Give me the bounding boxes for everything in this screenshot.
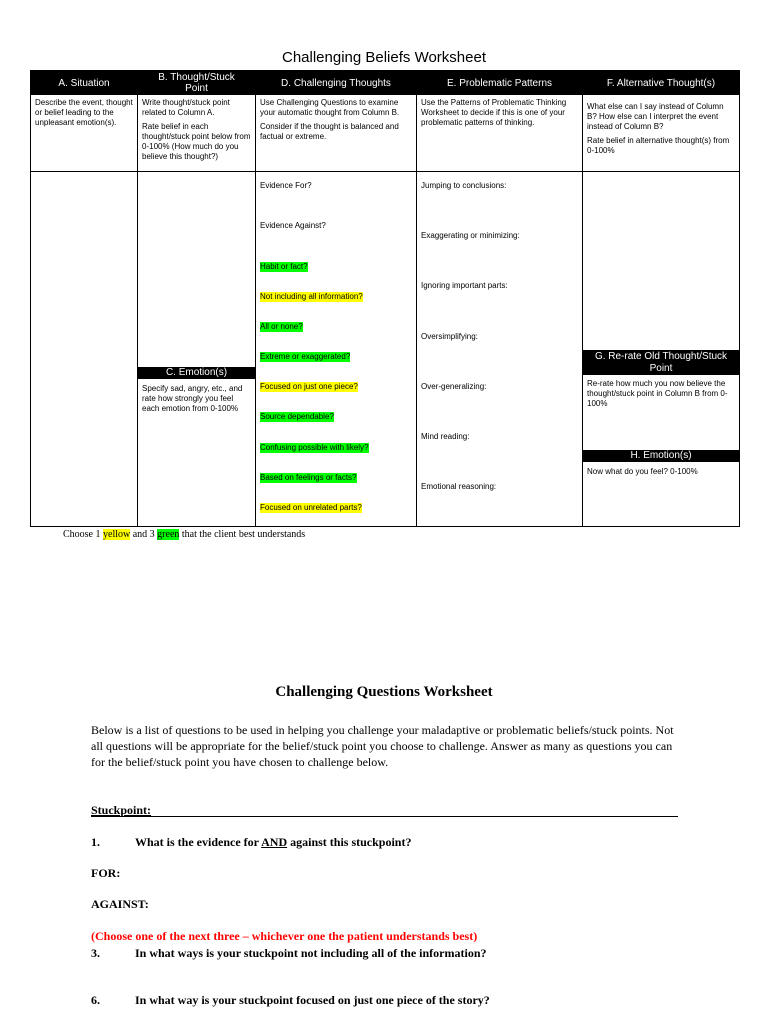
column-c-description: Specify sad, angry, etc., and rate how strongly you feel each emotion from 0-100% [142, 384, 243, 413]
question-unrelated-parts: Focused on unrelated parts? [260, 503, 362, 512]
question-1-number: 1. [91, 835, 100, 849]
pattern-oversimplifying: Oversimplifying: [421, 332, 478, 341]
question-3-text: In what ways is your stuckpoint not including all of the information? [135, 946, 487, 960]
question-source-dependable: Source dependable? [260, 412, 334, 421]
column-f-description [583, 95, 739, 172]
column-b-entry-area[interactable] [138, 172, 255, 366]
column-g-header-text: G. Re-rate Old Thought/Stuck Point [594, 351, 728, 374]
questions-worksheet-title: Challenging Questions Worksheet [275, 684, 493, 700]
question-1-text-pre: What is the evidence for [135, 835, 262, 849]
question-1-and: AND [261, 835, 288, 849]
column-f-header-text: F. Alternative Thought(s) [606, 77, 716, 89]
column-h-description: Now what do you feel? 0-100% [587, 467, 698, 476]
column-a-desc-text: Describe the event, thought or belief leading to the unpleasant emotion(s). [35, 98, 133, 127]
note-green-word: green [157, 529, 180, 540]
pattern-ignoring-parts: Ignoring important parts: [421, 281, 508, 290]
column-h-header: H. Emotion(s) [583, 450, 739, 462]
column-g-description: Re-rate how much you now believe the thought/stuck point in Column B from 0-100% [587, 379, 728, 408]
column-e-header [417, 71, 582, 95]
column-b [137, 71, 255, 526]
stuckpoint-answer-line[interactable] [91, 816, 678, 817]
column-e-header-text: E. Problematic Patterns [446, 77, 553, 89]
evidence-for-label: Evidence For? [260, 181, 312, 190]
pattern-over-generalizing: Over-generalizing: [421, 382, 487, 391]
highlight-instruction-note [63, 529, 305, 540]
column-g-header [583, 350, 739, 375]
column-b-header-text: B. Thought/Stuck Point [158, 72, 235, 94]
column-b-desc-text-2: Rate belief in each thought/stuck point below from 0-100% (How much do you believe this thought?) [142, 122, 251, 161]
column-d-desc-text-2: Consider if the thought is balanced and factual or extreme. [260, 122, 399, 141]
question-1-text-post: against this stuckpoint? [287, 835, 412, 849]
question-6-number: 6. [91, 993, 100, 1007]
question-habit-or-fact: Habit or fact? [260, 262, 308, 271]
pattern-emotional-reasoning: Emotional reasoning: [421, 482, 497, 491]
note-text-mid: and 3 [130, 529, 158, 540]
challenging-beliefs-table [30, 70, 740, 527]
note-text-pre: Choose 1 [63, 529, 103, 540]
note-text-post: that the client best understands [179, 529, 306, 540]
column-d [255, 71, 416, 526]
pattern-exaggerating-minimizing: Exaggerating or minimizing: [421, 231, 520, 240]
column-b-desc-text-1: Write thought/stuck point related to Column A. [142, 98, 230, 117]
column-c-header: C. Emotion(s) [138, 367, 255, 379]
column-e [416, 71, 582, 526]
column-f-desc-text-2: Rate belief in alternative thought(s) from 0-100% [587, 136, 730, 155]
column-e-description [417, 95, 582, 172]
against-label: AGAINST: [91, 897, 149, 911]
question-3-number: 3. [91, 946, 100, 960]
column-f-entry-area[interactable] [583, 172, 739, 350]
question-extreme-or-exaggerated: Extreme or exaggerated? [260, 352, 351, 361]
pattern-jumping-to-conclusions: Jumping to conclusions: [421, 181, 507, 190]
column-b-header [138, 71, 255, 95]
for-label: FOR: [91, 866, 121, 880]
question-1-text [135, 835, 411, 850]
column-a-entry-area[interactable] [31, 172, 137, 526]
column-a [31, 71, 137, 526]
column-d-description [256, 95, 416, 172]
column-f-header [583, 71, 739, 95]
worksheet-title: Challenging Beliefs Worksheet [281, 49, 486, 66]
column-f [582, 71, 739, 526]
question-all-or-none: All or none? [260, 322, 303, 331]
pattern-mind-reading: Mind reading: [421, 432, 470, 441]
question-6-text: In what way is your stuckpoint focused on just one piece of the story? [135, 993, 490, 1007]
question-not-including-all-info: Not including all information? [260, 292, 363, 301]
column-d-desc-text-1: Use Challenging Questions to examine your automatic thought from Column B. [260, 98, 400, 117]
question-focused-on-one-piece: Focused on just one piece? [260, 382, 358, 391]
note-yellow-word: yellow [103, 529, 131, 540]
question-feelings-or-facts: Based on feelings or facts? [260, 473, 357, 482]
column-e-desc-text: Use the Patterns of Problematic Thinking Worksheet to decide if this is one of your problematic patterns of thinking. [421, 98, 567, 127]
column-a-header-text: A. Situation [58, 77, 110, 89]
questions-worksheet-intro: Below is a list of questions to be used in helping you challenge your maladaptive or problematic beliefs/stuck points. Not all questions will be appropriate for the belief/stuck point you choose to challenge. Answer as many as questions you can for the belief/stuck point you have chosen to challenge below. [91, 723, 674, 769]
stuckpoint-label: Stuckpoint: [91, 803, 152, 817]
column-a-header [31, 71, 137, 95]
column-d-header [256, 71, 416, 95]
question-possible-vs-likely: Confusing possible with likely? [260, 443, 369, 452]
choose-one-note: (Choose one of the next three – whichever one the patient understands best) [91, 929, 478, 943]
evidence-against-label: Evidence Against? [260, 221, 326, 230]
column-f-desc-text-1: What else can I say instead of Column B? How else can I interpret the event instead of Column B? [587, 102, 724, 131]
column-a-description [31, 95, 137, 172]
column-d-header-text: D. Challenging Thoughts [281, 77, 391, 89]
column-b-description [138, 95, 255, 172]
